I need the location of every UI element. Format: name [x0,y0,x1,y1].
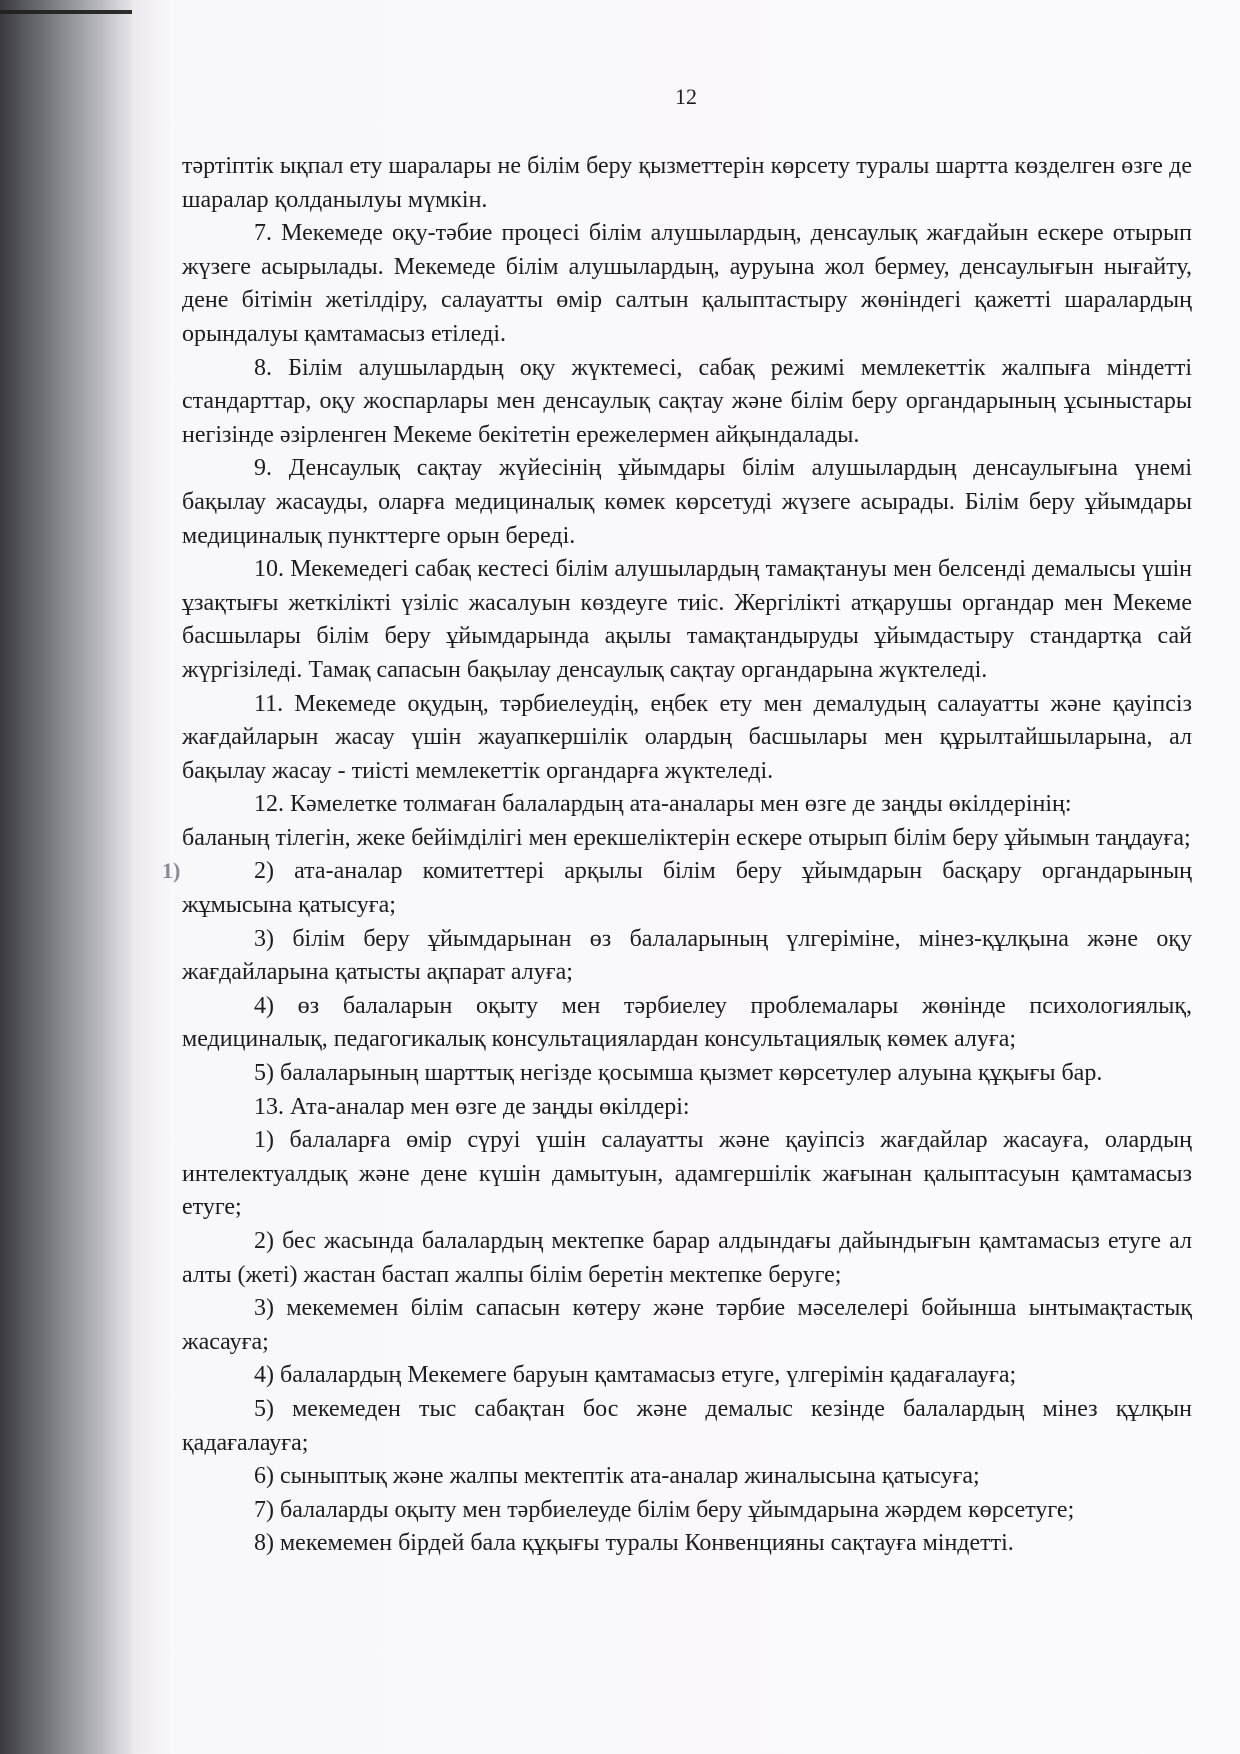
paragraph: 1) балаларға өмір сүруі үшін салауатты және қауіпсіз жағдайлар жасауға, олардың интелектуалдық және дене күшін дамытуын, адамгершілік жағынан қалыптасуын қамтамасыз етуге; [182,1127,1192,1221]
margin-marker: 1) [162,858,181,883]
paragraph: 6) сыныптық және жалпы мектептік ата-аналар жиналысына қатысуға; [254,1463,980,1490]
page-number: 12 [675,84,697,109]
document-page [132,0,1240,1754]
document-body [182,150,1192,1561]
paragraph: 7) балаларды оқыту мен тәрбиелеуде білім беру ұйымдарына жәрдем көрсетуге; [254,1496,1075,1523]
paragraph: 10. Мекемедегі сабақ кестесі білім алушылардың тамақтануы мен белсенді демалысы үшін ұзақтығы жеткілікті үзіліс жасалуын көздеуге тиіс. Жергілікті атқарушы органдар мен Мекеме басшылары білім беру ұйымдарында ақылы тамақтандыруды ұйымдастыру стандартқа сай жүргізіледі. Тамақ сапасын бақылау денсаулық сақтау органдарына жүктеледі. [182,556,1192,683]
paragraph: 8. Білім алушылардың оқу жүктемесі, сабақ режимі мемлекеттік жалпыға міндетті стандарттар, оқу жоспарлары мен денсаулық сақтау және білім беру органдарының ұсыныстары негізінде әзірленген Мекеме бекітетін ережелермен айқындалады. [182,354,1192,448]
paragraph: 8) мекемемен бірдей бала құқығы туралы Конвенцияны сақтауға міндетті. [254,1530,1014,1557]
paragraph: 5) мекемеден тыс сабақтан бос және демалыс кезінде балалардың мінез құлқын қадағалауға; [182,1395,1192,1456]
paragraph: 5) балаларының шарттық негізде қосымша қызмет көрсетулер алуына құқығы бар. [254,1060,1103,1087]
paragraph: 13. Ата-аналар мен өзге де заңды өкілдері: [254,1093,690,1120]
paragraph: 2) ата-аналар комитеттері арқылы білім беру ұйымдарын басқару органдарының жұмысына қатысуға; [182,858,1192,919]
paragraph: баланың тілегін, жеке бейімділігі мен ерекшеліктерін ескере отырып білім беру ұйымын таңдауға; [182,824,1191,851]
paragraph: 3) мекемемен білім сапасын көтеру және тәрбие мәселелері бойынша ынтымақтастық жасауға; [182,1295,1192,1355]
paragraph: 4) өз балаларын оқыту мен тәрбиелеу проблемалары жөнінде психологиялық, медициналық, педагогикалық консультациялардан консультациялық көмек алуға; [182,992,1192,1053]
paragraph: 11. Мекемеде оқудың, тәрбиелеудің, еңбек ету мен демалудың салауатты және қауіпсіз жағдайларын жасау үшін жауапкершілік олардың басшылары мен құрылтайшыларына, ал бақылау жасау - тиісті мемлекеттік органдарға жүктеледі. [182,690,1192,784]
paragraph: 3) білім беру ұйымдарынан өз балаларының үлгеріміне, мінез-құлқына және оқу жағдайларына қатысты ақпарат алуға; [182,925,1192,986]
paragraph: 12. Кәмелетке толмаған балалардың ата-аналары мен өзге де заңды өкілдерінің: [254,791,1072,818]
paragraph: 9. Денсаулық сақтау жүйесінің ұйымдары білім алушылардың денсаулығына үнемі бақылау жасауды, оларға медициналық көмек көрсетуді жүзеге асырады. Білім беру ұйымдары медициналық пункттерге орын береді. [182,455,1192,549]
paragraph: 2) бес жасында балалардың мектепке барар алдындағы дайындығын қамтамасыз етуге ал алты (жеті) жастан бастап жалпы білім беретін мектепке беруге; [182,1228,1192,1288]
paragraph: тәртіптік ықпал ету шаралары не білім беру қызметтерін көрсету туралы шартта көзделген өзге де шаралар қолданылуы мүмкін. [182,153,1192,213]
paragraph: 4) балалардың Мекемеге баруын қамтамасыз етуге, үлгерімін қадағалауға; [254,1362,1017,1389]
scan-binding-shadow [0,0,132,1754]
paragraph: 7. Мекемеде оқу-тәбие процесі білім алушылардың, денсаулық жағдайын ескере отырып жүзеге асырылады. Мекемеде білім алушылардың, ауруына жол бермеу, денсаулығын нығайту, дене бітімін жетілдіру, салауатты өмір салтын қалыптастыру жөніндегі қажетті шаралардың орындалуы қамтамасыз етіледі. [182,220,1192,347]
